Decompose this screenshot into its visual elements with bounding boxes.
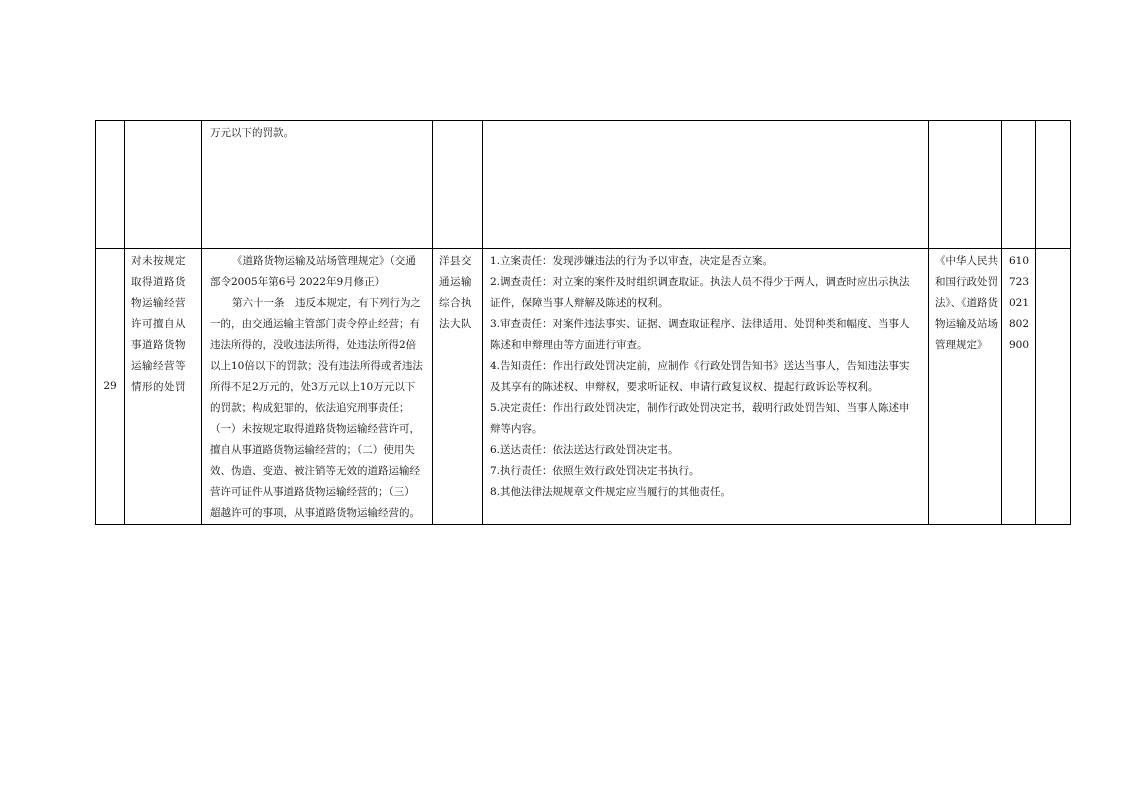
code-line: 802	[1009, 318, 1030, 330]
number-cell-empty	[96, 121, 125, 249]
responsibility-item: 4.告知责任：作出行政处罚决定前，应制作《行政处罚告知书》送达当事人，告知违法事实及其享有的陈述权、申辩权，要求听证权、申请行政复议权、提起行政诉讼等权利。	[490, 360, 910, 393]
continued-row	[96, 121, 1071, 249]
remark-cell-empty	[1036, 121, 1071, 249]
code-line: 021	[1009, 297, 1030, 309]
law-basis: 《中华人民共和国行政处罚法》、《道路货物运输及站场管理规定》	[929, 249, 1002, 525]
responsibility-item: 5.决定责任：作出行政处罚决定，制作行政处罚决定书，载明行政处罚告知、当事人陈述申辩等内容。	[490, 402, 910, 435]
basis-article: 第六十一条 违反本规定，有下列行为之一的，由交通运输主管部门责令停止经营；有违法所得的，没收违法所得，处违法所得2倍以上10倍以下的罚款；没有违法所得或者违法所得不足2万元的，处3万元以上10万元以下的罚款；构成犯罪的，依法追究刑事责任；	[210, 297, 423, 414]
row-number: 29	[96, 249, 125, 525]
item-cell-empty	[125, 121, 202, 249]
responsibility-item: 6.送达责任：依法送达行政处罚决定书。	[490, 444, 679, 456]
code-line: 723	[1009, 276, 1030, 288]
unit-cell-empty	[433, 121, 483, 249]
item-name: 对未按规定取得道路货物运输经营许可擅自从事道路货物运输经营等情形的处罚	[125, 249, 202, 525]
code-line: 610	[1009, 255, 1030, 267]
basis-continued-cell	[202, 121, 433, 249]
code-cell	[1002, 249, 1036, 525]
remark-cell	[1036, 249, 1071, 525]
enforcement-unit: 洋县交通运输综合执法大队	[433, 249, 483, 525]
responsibility-cell-empty	[483, 121, 929, 249]
responsibility-item: 3.审查责任：对案件违法事实、证据、调查取证程序、法律适用、处罚种类和幅度、当事人陈述和申辩理由等方面进行审查。	[490, 318, 910, 351]
code-cell-empty	[1002, 121, 1036, 249]
responsibility-item: 8.其他法律法规规章文件规定应当履行的其他责任。	[490, 486, 732, 498]
responsibility-item: 7.执行责任：依照生效行政处罚决定书执行。	[490, 465, 700, 477]
law-cell-empty	[929, 121, 1002, 249]
responsibility-table	[95, 120, 1071, 525]
responsibility-item: 2.调查责任：对立案的案件及时组织调查取证。执法人员不得少于两人，调查时应出示执法证件，保障当事人辩解及陈述的权利。	[490, 276, 910, 309]
responsibility-item: 1.立案责任：发现涉嫌违法的行为予以审查，决定是否立案。	[490, 255, 774, 267]
legal-basis-cell	[202, 249, 433, 525]
code-line: 900	[1009, 339, 1030, 351]
table-row	[96, 249, 1071, 525]
basis-clauses: （一）未按规定取得道路货物运输经营许可，擅自从事道路货物运输经营的；（二）使用失效、伪造、变造、被注销等无效的道路运输经营许可证件从事道路货物运输经营的；（三）超越许可的事项，从事道路货物运输经营的。	[210, 423, 420, 519]
responsibility-cell	[483, 249, 929, 525]
basis-source: 《道路货物运输及站场管理规定》（交通部令2005年第6号 2022年9月修正）	[210, 255, 416, 288]
basis-continued-text: 万元以下的罚款。	[210, 127, 294, 139]
